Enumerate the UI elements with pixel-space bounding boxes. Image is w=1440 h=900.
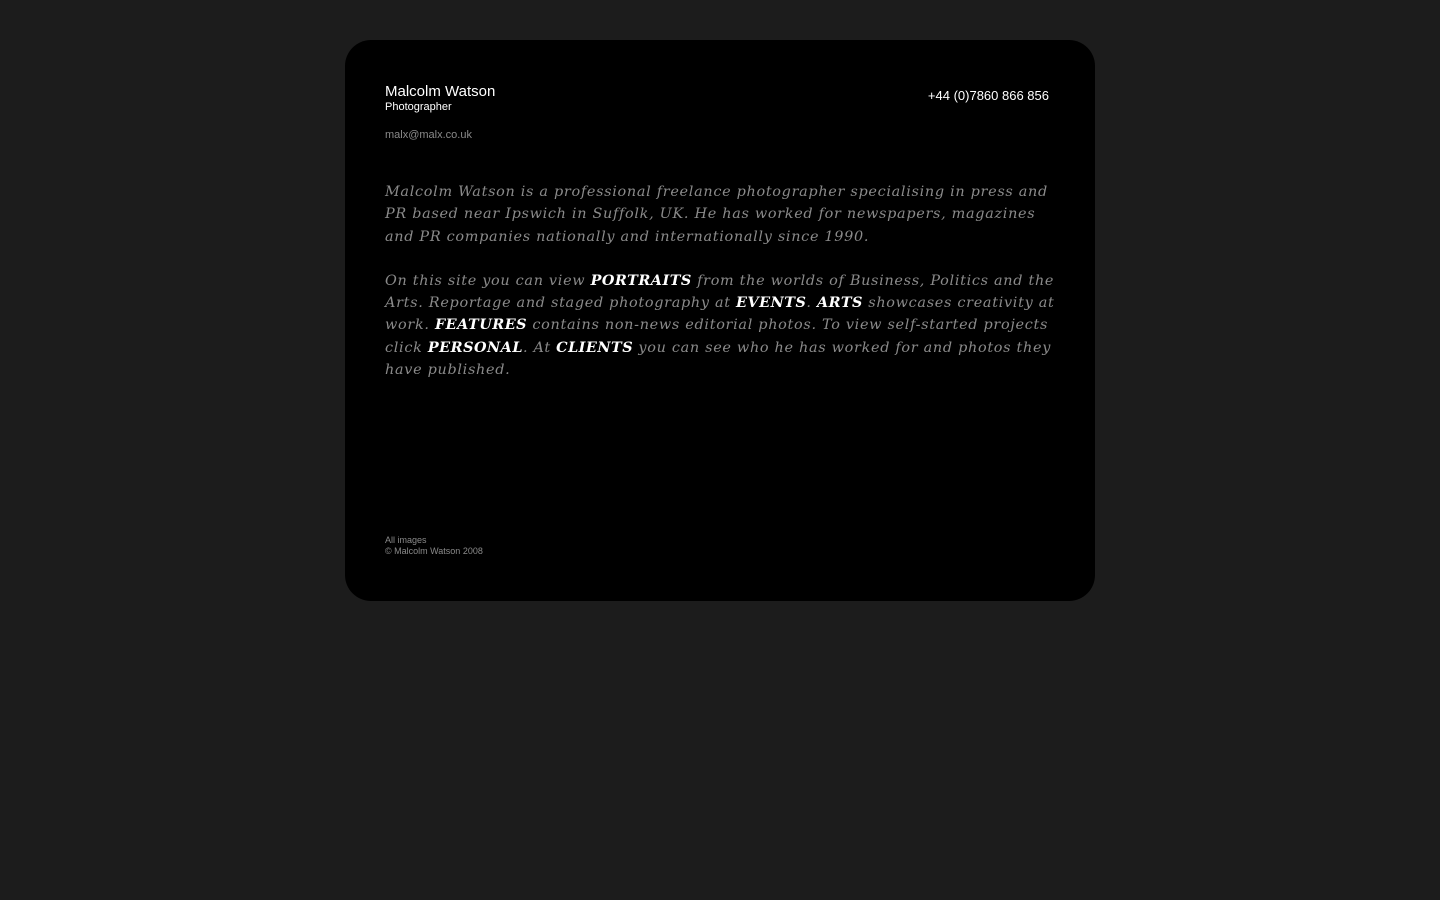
footer-line-2: © Malcolm Watson 2008 bbox=[385, 546, 483, 556]
events-link[interactable]: EVENTS bbox=[736, 294, 807, 312]
personal-link[interactable]: PERSONAL bbox=[427, 338, 523, 356]
features-link[interactable]: FEATURES bbox=[434, 316, 528, 334]
intro-text-segment: On this site you can view bbox=[385, 272, 591, 289]
intro-text-segment: contains non-news editorial photos. To view self-started projects click bbox=[385, 317, 1049, 356]
arts-link[interactable]: ARTS bbox=[816, 294, 863, 312]
intro-text-segment: . At bbox=[522, 339, 557, 356]
intro-paragraph-2 bbox=[385, 270, 1061, 381]
footer-line-1: All images bbox=[385, 535, 427, 545]
intro-text-segment: . bbox=[806, 295, 817, 312]
portraits-link[interactable]: PORTRAITS bbox=[590, 271, 692, 289]
copyright-footer bbox=[385, 535, 483, 557]
clients-link[interactable]: CLIENTS bbox=[556, 338, 634, 356]
intro-text-segment: you can see who he has worked for and photos they have published. bbox=[385, 339, 1052, 379]
email-link[interactable]: malx@malx.co.uk bbox=[385, 129, 472, 141]
photographer-name: Malcolm Watson bbox=[385, 83, 496, 100]
phone-number: +44 (0)7860 866 856 bbox=[927, 88, 1049, 103]
intro-paragraph-1: Malcolm Watson is a professional freelance photographer specialising in press and PR based near Ipswich in Suffolk, UK. He has worked for newspapers, magazines and PR companies nationally and internationally since 1990. bbox=[385, 184, 1048, 245]
intro-text-segment: showcases creativity at work. bbox=[385, 295, 1055, 334]
content-card bbox=[345, 40, 1095, 601]
photographer-role: Photographer bbox=[385, 101, 452, 113]
intro-text bbox=[385, 181, 1061, 381]
intro-text-segment: from the worlds of Business, Politics and the Arts. Reportage and staged photography at bbox=[385, 272, 1055, 312]
